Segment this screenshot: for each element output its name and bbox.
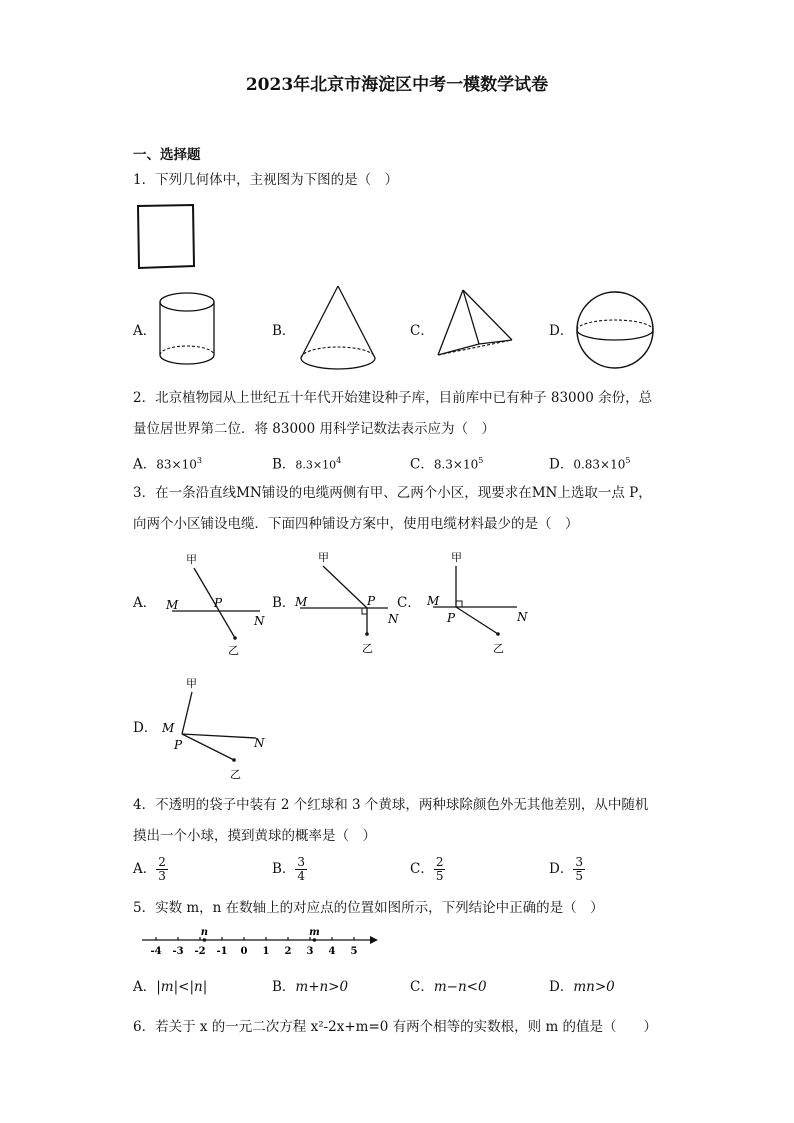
q3-option-b-label[interactable]: B．	[272, 595, 296, 611]
q4-option-c-num: 2	[435, 855, 444, 869]
q4-option-c-den: 5	[435, 869, 444, 883]
page-title: 2023年北京市海淀区中考一模数学试卷	[245, 75, 549, 95]
q4-option-c[interactable]	[410, 856, 445, 883]
q5-option-c-expr: m−n<0	[433, 979, 487, 995]
triangular-pyramid-icon	[430, 285, 520, 360]
q5-option-b-label: B．	[272, 979, 296, 995]
q3d-n: N	[254, 736, 265, 750]
q2-option-c-exponent: 5	[478, 456, 484, 465]
q2-option-d-exponent: 5	[625, 456, 631, 465]
question-6-stem: 6．若关于 x 的一元二次方程 x²-2x+m=0 有两个相等的实数根，则 m 的值是（ ）	[133, 1019, 658, 1035]
q3c-jia: 甲	[451, 551, 462, 564]
q5-option-d-expr: mn>0	[573, 979, 615, 995]
q4-option-a[interactable]	[133, 856, 168, 883]
point-m-marker	[313, 938, 317, 942]
q2-option-c-mantissa: 8.3×10	[433, 457, 479, 472]
q3a-p: P	[214, 596, 223, 610]
q5-option-a[interactable]	[133, 978, 207, 996]
q3-option-c-label[interactable]: C．	[397, 595, 421, 611]
q3-diagram-c	[425, 548, 535, 660]
question-1-stem: 1．下列几何体中，主视图为下图的是（ ）	[133, 172, 399, 188]
q3a-m: M	[166, 598, 179, 612]
question-5-stem: 5．实数 m，n 在数轴上的对应点的位置如图所示，下列结论中正确的是（ ）	[133, 900, 604, 916]
q2-option-b-mantissa: 8.3×10	[295, 458, 337, 472]
question-2-line-2: 量位居世界第二位．将 83000 用科学记数法表示应为（ ）	[133, 421, 496, 437]
q1-option-c-label[interactable]: C．	[410, 323, 434, 339]
q3b-p: P	[367, 594, 376, 608]
sphere-icon	[572, 287, 658, 373]
q2-option-d[interactable]	[549, 452, 630, 474]
q2-option-b[interactable]	[272, 452, 341, 475]
q1-option-a-label[interactable]: A．	[133, 323, 157, 339]
number-line-tick-label: 5	[350, 946, 358, 957]
q3c-p: P	[447, 611, 456, 625]
q2-option-b-exponent: 4	[336, 456, 342, 465]
number-line	[136, 924, 386, 960]
q3b-n: N	[388, 612, 399, 626]
q1-front-view-square	[130, 200, 200, 272]
q3a-yi: 乙	[228, 644, 239, 657]
q3-diagram-a	[160, 550, 270, 660]
q4-option-b-label: B．	[272, 861, 296, 877]
q4-option-b-fraction	[295, 856, 307, 883]
q3b-yi: 乙	[362, 642, 373, 655]
q4-option-d-den: 5	[575, 869, 583, 883]
question-3-line-2: 向两个小区铺设电缆．下面四种铺设方案中，使用电缆材料最少的是（ ）	[133, 516, 579, 532]
q2-option-d-mantissa: 0.83×10	[573, 457, 626, 472]
q2-option-a-label: A．	[133, 456, 157, 473]
q3-diagram-d	[158, 674, 268, 786]
q5-option-d-label: D．	[549, 979, 574, 995]
q5-option-b[interactable]	[272, 978, 348, 996]
q3a-jia: 甲	[186, 553, 197, 566]
q5-option-c-label: C．	[410, 979, 434, 995]
q3c-yi: 乙	[493, 642, 504, 655]
q3c-m: M	[427, 594, 440, 608]
q4-option-a-fraction	[156, 856, 168, 883]
cylinder-icon	[150, 285, 225, 375]
q3b-jia: 甲	[318, 551, 329, 564]
number-line-tick-label: -1	[216, 946, 228, 957]
point-m-label: m	[309, 927, 320, 938]
q2-option-c[interactable]	[410, 452, 483, 474]
q3b-m: M	[295, 595, 308, 609]
q3d-m: M	[162, 721, 175, 735]
q5-option-a-label: A．	[133, 979, 157, 995]
point-n-label: n	[200, 927, 209, 938]
q5-option-a-expr: |m|<|n|	[156, 979, 208, 995]
q4-option-a-label: A．	[133, 861, 157, 877]
q3-option-a-label[interactable]: A．	[133, 595, 157, 611]
q4-option-d[interactable]	[549, 856, 585, 883]
q3-diagram-b	[292, 548, 402, 660]
question-4-line-1: 4．不透明的袋子中装有 2 个红球和 3 个黄球，两种球除颜色外无其他差别，从中随机	[133, 797, 649, 813]
question-3-line-1: 3．在一条沿直线MN铺设的电缆两侧有甲、乙两个小区，现要求在MN上选取一点 P，	[133, 485, 652, 501]
q4-option-c-fraction	[434, 856, 446, 883]
q3d-yi: 乙	[230, 768, 241, 781]
cone-icon	[295, 282, 383, 377]
number-line-tick-label: -4	[150, 946, 162, 957]
q4-option-a-den: 3	[158, 869, 166, 883]
q2-option-b-label: B．	[272, 456, 296, 473]
q4-option-b[interactable]	[272, 856, 307, 883]
q4-option-d-fraction	[573, 856, 585, 883]
q2-option-d-label: D．	[549, 456, 574, 473]
number-line-tick-label: 0	[240, 946, 248, 957]
q5-option-d[interactable]	[549, 978, 615, 996]
q3d-jia: 甲	[186, 677, 197, 690]
q2-option-a-exponent: 3	[196, 456, 202, 465]
number-line-tick-label: 1	[262, 946, 270, 957]
number-line-arrow	[370, 936, 378, 944]
q5-option-b-expr: m+n>0	[295, 979, 349, 995]
q3-option-d-label[interactable]: D．	[133, 720, 158, 736]
question-2-line-1: 2．北京植物园从上世纪五十年代开始建设种子库，目前库中已有种子 83000 余份，总	[133, 390, 653, 406]
number-line-tick-label: -3	[172, 946, 184, 957]
q3c-n: N	[517, 610, 528, 624]
q1-option-d-label[interactable]: D．	[549, 323, 574, 339]
q4-option-d-label: D．	[549, 861, 574, 877]
q2-option-a-mantissa: 83×10	[156, 457, 197, 472]
number-line-tick-label: 3	[306, 946, 314, 957]
q4-option-c-label: C．	[410, 861, 434, 877]
question-4-line-2: 摸出一个小球，摸到黄球的概率是（ ）	[133, 828, 376, 844]
number-line-tick-label: 2	[284, 946, 292, 957]
number-line-tick-label: 4	[328, 946, 336, 957]
section-heading: 一、选择题	[133, 147, 201, 163]
number-line-tick-label: -2	[194, 946, 206, 957]
q4-option-b-num: 3	[297, 855, 306, 869]
q2-option-a[interactable]	[133, 452, 202, 474]
q5-option-c[interactable]	[410, 978, 487, 996]
q3d-p: P	[174, 738, 183, 752]
q4-option-a-num: 2	[158, 855, 166, 869]
q2-option-c-label: C．	[410, 456, 434, 473]
q4-option-b-den: 4	[297, 869, 306, 883]
q1-option-b-label[interactable]: B．	[272, 323, 296, 339]
q3a-n: N	[254, 614, 265, 628]
point-n-marker	[203, 938, 207, 942]
q4-option-d-num: 3	[575, 855, 583, 869]
